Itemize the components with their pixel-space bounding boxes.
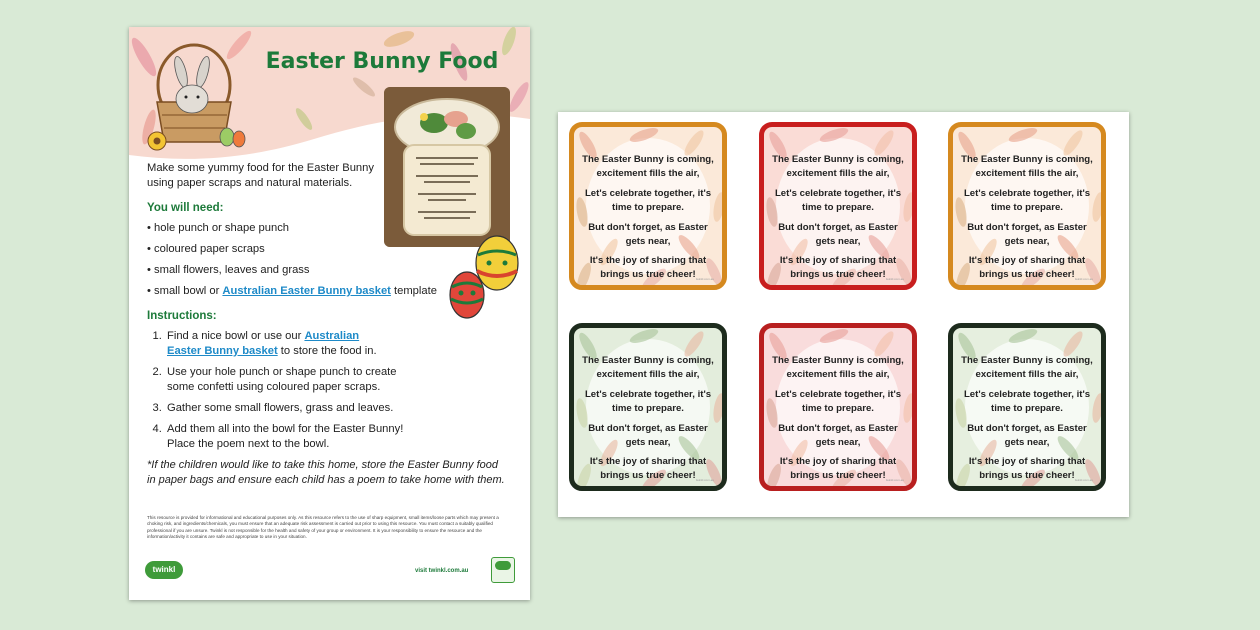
poem-line: The Easter Bunny is coming, excitement fills the air, (772, 154, 904, 179)
poem-line: But don't forget, as Easter gets near, (778, 221, 898, 247)
poem-text (768, 354, 908, 489)
instructions-list (147, 329, 507, 453)
poem-card (948, 122, 1106, 290)
list-item: • coloured paper scraps (147, 242, 507, 257)
intro-text: Make some yummy food for the Easter Bunny using paper scraps and natural materials. (147, 162, 374, 190)
list-item-text: template (390, 285, 437, 298)
list-item (147, 284, 507, 299)
poem-line: But don't forget, as Easter gets near, (778, 422, 898, 448)
poem-line: It's the joy of sharing that brings us true cheer! (779, 255, 897, 281)
poem-card (759, 323, 917, 491)
list-item: • hole punch or shape punch (147, 221, 507, 236)
worksheet-body (147, 161, 507, 488)
list-item (165, 329, 387, 359)
poem-line: But don't forget, as Easter gets near, (588, 221, 708, 247)
disclaimer-text: This resource is provided for informational and educational purposes only. As this resource refers to the use of sharp equipment, small items/loose parts which may present a choking risk, and ingredients/chemicals, you must ensure that an adequate risk assessment is carried out prior to using this resource. You must contact a suitably qualified professional if you are unsure. Twinkl is not responsible for the health and safety of your group or environment. It is your responsibility to ensure the resource and the information/activity it contains are safe and appropriate to use in your situation. (147, 515, 499, 540)
step-text: Find a nice bowl or use our (167, 329, 305, 342)
card-footer: twinkl.com.au (695, 277, 714, 281)
poem-cards-page (558, 112, 1129, 517)
card-footer: twinkl.com.au (1074, 277, 1093, 281)
poem-line: Let's celebrate together, it's time to prepare. (774, 388, 902, 414)
poem-line: But don't forget, as Easter gets near, (588, 422, 708, 448)
poem-line: Let's celebrate together, it's time to prepare. (963, 187, 1091, 213)
poem-line: The Easter Bunny is coming, excitement fills the air, (582, 154, 714, 179)
poem-line: It's the joy of sharing that brings us true cheer! (779, 456, 897, 482)
poem-text (957, 153, 1097, 288)
note-text: *If the children would like to take this home, store the Easter Bunny food in paper bags and ensure each child has a poem to take home with them. (147, 459, 505, 487)
poem-line: It's the joy of sharing that brings us true cheer! (589, 255, 707, 281)
poem-card (759, 122, 917, 290)
poem-line: The Easter Bunny is coming, excitement fills the air, (582, 355, 714, 380)
poem-line: But don't forget, as Easter gets near, (967, 422, 1087, 448)
basket-template-link[interactable]: Australian Easter Bunny basket (222, 285, 391, 298)
list-item: 4. Add them all into the bowl for the Easter Bunny! Place the poem next to the bowl. (165, 422, 417, 452)
poem-card (569, 323, 727, 491)
poem-text (957, 354, 1097, 489)
twinkl-badge-icon (491, 557, 515, 583)
card-footer: twinkl.com.au (1074, 478, 1093, 482)
site-url: visit twinkl.com.au (415, 568, 469, 574)
instructions-heading: Instructions: (147, 310, 217, 323)
poem-line: It's the joy of sharing that brings us true cheer! (589, 456, 707, 482)
poem-text (578, 354, 718, 489)
poem-card (569, 122, 727, 290)
list-item: 3. Gather some small flowers, grass and leaves. (165, 401, 507, 416)
card-footer: twinkl.com.au (885, 277, 904, 281)
poem-card (948, 323, 1106, 491)
list-item: 2. Use your hole punch or shape punch to create some confetti using coloured paper scraps. (165, 365, 422, 395)
poem-line: It's the joy of sharing that brings us true cheer! (968, 456, 1086, 482)
poem-line: Let's celebrate together, it's time to prepare. (963, 388, 1091, 414)
card-footer: twinkl.com.au (695, 478, 714, 482)
poem-text (578, 153, 718, 288)
page-title: Easter Bunny Food (265, 49, 499, 74)
list-item: • small flowers, leaves and grass (147, 263, 507, 278)
poem-line: But don't forget, as Easter gets near, (967, 221, 1087, 247)
poem-line: It's the joy of sharing that brings us true cheer! (968, 255, 1086, 281)
step-text: to store the food in. (277, 344, 377, 357)
poem-line: Let's celebrate together, it's time to prepare. (584, 187, 712, 213)
list-item-text: small bowl or (154, 285, 223, 298)
poem-line: The Easter Bunny is coming, excitement fills the air, (961, 355, 1093, 380)
poem-line: Let's celebrate together, it's time to prepare. (774, 187, 902, 213)
poem-line: The Easter Bunny is coming, excitement fills the air, (772, 355, 904, 380)
twinkl-logo: twinkl (145, 561, 183, 579)
poem-line: Let's celebrate together, it's time to prepare. (584, 388, 712, 414)
needs-list (147, 221, 507, 299)
basket-link[interactable]: Australian Easter Bunny basket (167, 329, 360, 357)
needs-heading: You will need: (147, 202, 224, 215)
poem-line: The Easter Bunny is coming, excitement fills the air, (961, 154, 1093, 179)
card-footer: twinkl.com.au (885, 478, 904, 482)
poem-text (768, 153, 908, 288)
worksheet-page (129, 27, 530, 600)
